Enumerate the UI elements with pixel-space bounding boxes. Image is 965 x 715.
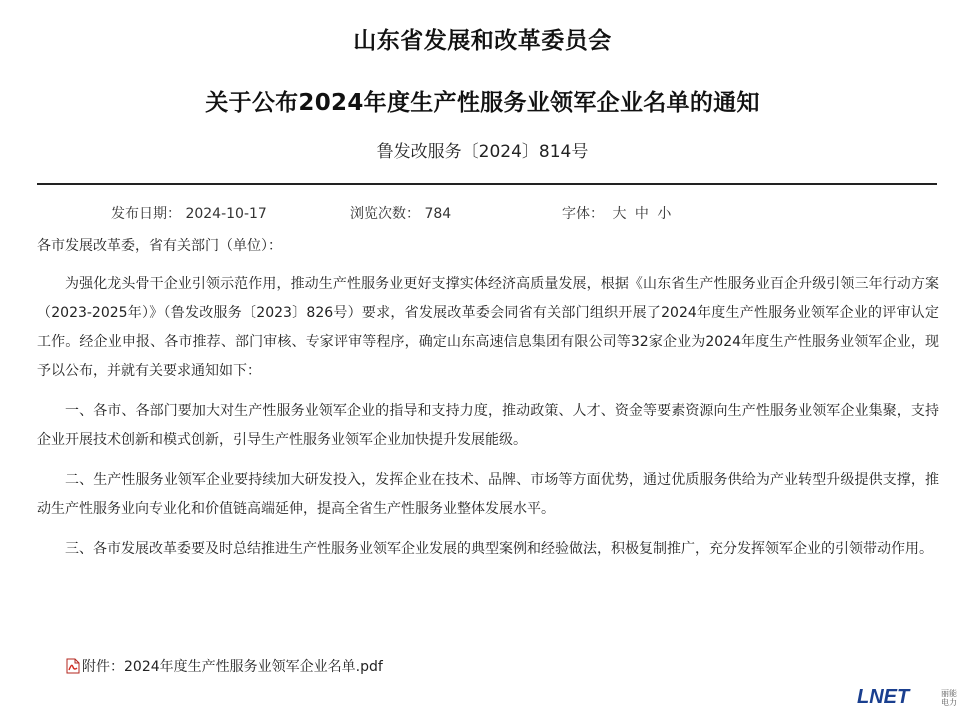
pdf-icon [66, 658, 80, 674]
view-count-label: 浏览次数： [350, 206, 420, 222]
font-size-large-link[interactable]: 大 [612, 206, 627, 222]
article-body [37, 270, 939, 575]
attachment-link[interactable] [66, 656, 383, 676]
view-count-value: 784 [424, 206, 452, 222]
body-paragraph-intro: 为强化龙头骨干企业引领示范作用，推动生产性服务业更好支撑实体经济高质量发展，根据《山东省生产性服务业百企升级引领三年行动方案（2023-2025年）》（鲁发改服务〔2023〕826号）要求，省发展改革委会同省有关部门组织开展了2024年度生产性服务业领军企业的评审认定工作。经企业申报、各市推荐、部门审核、专家评审等程序，确定山东高速信息集团有限公司等32家企业为2024年度生产性服务业领军企业，现予以公布，并就有关要求通知如下： [37, 276, 939, 379]
view-count [350, 203, 451, 223]
document-number: 鲁发改服务〔2024〕814号 [376, 142, 589, 162]
watermark-side-text: 丽能电力 [941, 689, 957, 707]
attachment-label: 附件： [82, 659, 124, 675]
body-paragraph-2: 二、生产性服务业领军企业要持续加大研发投入，发挥企业在技术、品牌、市场等方面优势，通过优质服务供给为产业转型升级提供支撑，推动生产性服务业向专业化和价值链高端延伸，提高全省生产性服务业整体发展水平。 [37, 472, 939, 517]
document-title: 关于公布2024年度生产性服务业领军企业名单的通知 [205, 90, 760, 116]
attachment-filename[interactable]: 2024年度生产性服务业领军企业名单.pdf [124, 659, 383, 675]
body-paragraph-1: 一、各市、各部门要加大对生产性服务业领军企业的指导和支持力度，推动政策、人才、资金等要素资源向生产性服务业领军企业集聚，支持企业开展技术创新和模式创新，引导生产性服务业领军企业加快提升发展能级。 [37, 403, 939, 448]
font-size-medium-link[interactable]: 中 [634, 206, 649, 222]
publish-date-label: 发布日期： [111, 206, 181, 222]
body-paragraph-3: 三、各市发展改革委要及时总结推进生产性服务业领军企业发展的典型案例和经验做法，积极复制推广，充分发挥领军企业的引领带动作用。 [65, 541, 933, 557]
watermark [857, 685, 959, 711]
lnet-logo [857, 685, 937, 711]
publish-date-value: 2024-10-17 [185, 206, 267, 222]
lnet-logo-text: LNET [857, 686, 910, 707]
font-size-small-link[interactable]: 小 [657, 206, 672, 222]
salutation: 各市发展改革委，省有关部门（单位）： [37, 238, 282, 254]
publish-date [111, 203, 267, 223]
issuer-heading: 山东省发展和改革委员会 [353, 28, 612, 54]
font-size-label: 字体： [562, 206, 604, 222]
meta-bar [0, 203, 965, 225]
header-divider [37, 183, 937, 185]
font-size-selector [562, 203, 671, 223]
